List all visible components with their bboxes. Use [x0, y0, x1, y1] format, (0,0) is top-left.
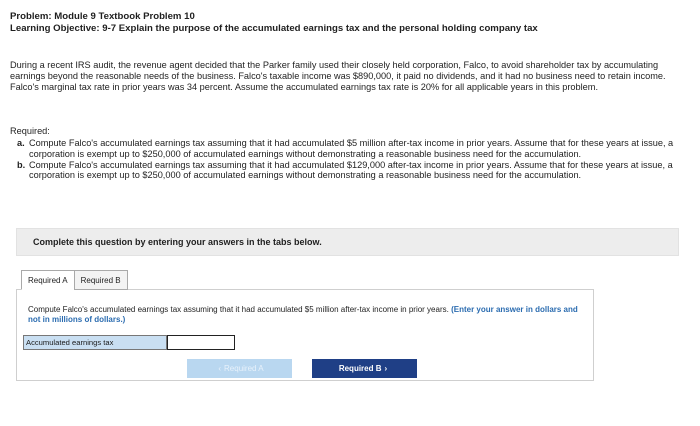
- required-item-label: a.: [17, 138, 25, 148]
- prev-button-label: Required A: [224, 364, 264, 373]
- instruction-note: (Enter your answer in dollars and not in millions of dollars.): [28, 305, 578, 324]
- tab-required-b[interactable]: Required B: [74, 270, 128, 290]
- panel-instruction: [28, 305, 588, 324]
- problem-header: [10, 11, 538, 35]
- complete-question-text: Complete this question by entering your answers in the tabs below.: [33, 237, 322, 247]
- required-item-label: b.: [17, 159, 26, 170]
- instruction-text: Compute Falco's accumulated earnings tax assuming that it had accumulated $5 million after-tax income in prior years.: [28, 305, 449, 314]
- accumulated-earnings-tax-label: Accumulated earnings tax: [23, 335, 167, 350]
- required-item-b: [17, 160, 677, 182]
- required-item-a: [17, 138, 677, 160]
- problem-title: Problem: Module 9 Textbook Problem 10: [10, 11, 195, 22]
- scenario-text: During a recent IRS audit, the revenue agent decided that the Parker family used their closely held corporation, Falco, to avoid shareholder tax by accumulating earnings beyond the reasonable needs of the business. Falco's taxable income was $890,000, it paid no dividends, and it had no business need to retain income. Falco's marginal tax rate in prior years was 34 percent. Assume the accumulated earnings tax rate is 20% for all applicable years in this problem.: [10, 60, 666, 93]
- chevron-right-icon: ›: [384, 364, 388, 373]
- prev-required-a-button[interactable]: [187, 359, 292, 378]
- complete-question-banner: [16, 228, 679, 256]
- chevron-left-icon: ‹: [218, 364, 222, 373]
- required-item-text: Compute Falco's accumulated earnings tax assuming that it had accumulated $5 million after-tax income in prior years. Assume that for these years at issue, a corporation is exempt up to $250,000 of accumulated earnings without demonstrating a reasonable business need for the accumulation.: [29, 138, 674, 159]
- next-button-label: Required B: [338, 364, 382, 373]
- tab-required-a[interactable]: Required A: [21, 270, 75, 290]
- next-required-b-button[interactable]: [312, 359, 417, 378]
- answer-row: [23, 335, 235, 350]
- required-list: [17, 138, 677, 181]
- required-tabs: [21, 270, 128, 290]
- accumulated-earnings-tax-input[interactable]: [167, 335, 235, 350]
- learning-objective: Learning Objective: 9-7 Explain the purpose of the accumulated earnings tax and the personal holding company tax: [10, 23, 538, 34]
- required-title: Required:: [10, 126, 50, 136]
- required-item-text: Compute Falco's accumulated earnings tax assuming that it had accumulated $129,000 after-tax income in prior years. Assume that for these years at issue, a corporation is exempt up to $250,000 of accumulated earnings without demonstrating a reasonable business need for the accumulation.: [29, 159, 673, 181]
